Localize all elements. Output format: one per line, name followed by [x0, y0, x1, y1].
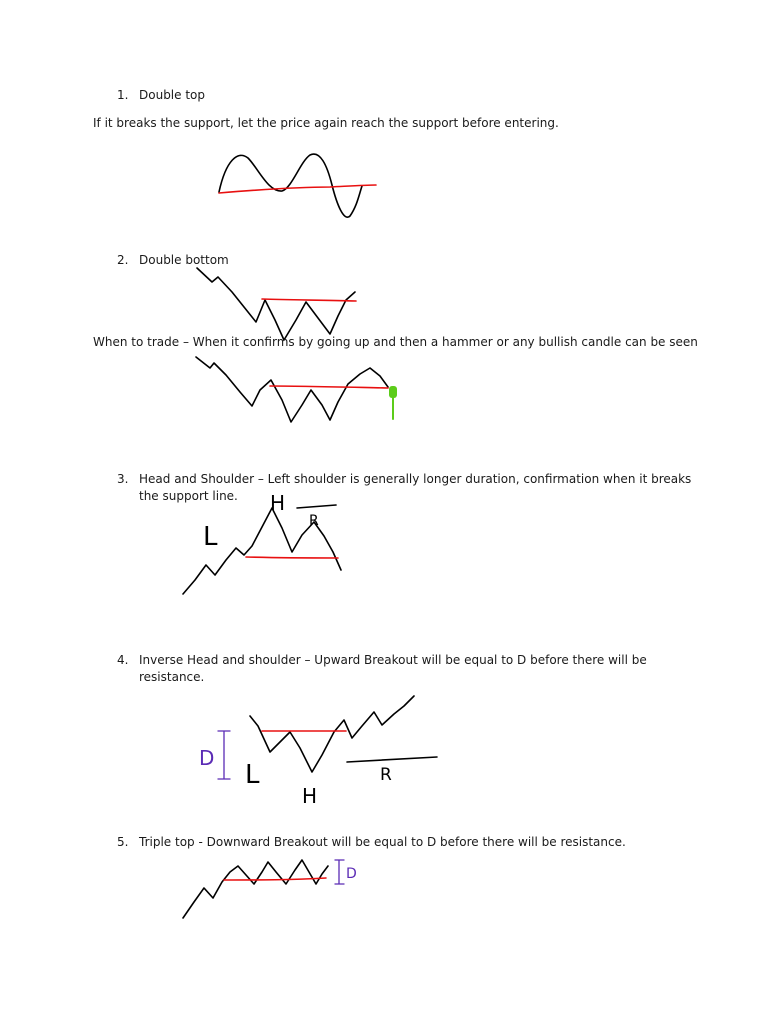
- list-number-4: 4.: [117, 653, 129, 667]
- heading-inverse-head-and-shoulder-cont: resistance.: [139, 670, 205, 684]
- list-number-3: 3.: [117, 472, 129, 486]
- list-number-1: 1.: [117, 88, 129, 102]
- note-double-top: If it breaks the support, let the price again reach the support before entering.: [93, 116, 559, 130]
- ihs-head-label: H: [302, 784, 318, 808]
- heading-double-bottom: Double bottom: [139, 253, 229, 267]
- ihs-left-shoulder-label: L: [245, 760, 260, 790]
- list-number-2: 2.: [117, 253, 129, 267]
- tt-depth-marker-icon: [335, 860, 344, 884]
- heading-head-and-shoulder: Head and Shoulder – Left shoulder is generally longer duration, confirmation when it breaks: [139, 472, 692, 486]
- hs-left-shoulder-label: L: [203, 522, 218, 552]
- ihs-depth-label: D: [199, 746, 215, 770]
- ihs-right-shoulder-label: R: [380, 765, 392, 785]
- heading-triple-top: Triple top - Downward Breakout will be equal to D before there will be resistance.: [139, 835, 626, 849]
- heading-head-and-shoulder-cont: the support line.: [139, 489, 238, 503]
- heading-inverse-head-and-shoulder: Inverse Head and shoulder – Upward Breakout will be equal to D before there will be: [139, 653, 647, 667]
- list-number-5: 5.: [117, 835, 129, 849]
- hs-right-shoulder-label: R: [309, 513, 319, 529]
- tt-depth-label: D: [346, 866, 357, 882]
- heading-double-top: Double top: [139, 88, 205, 102]
- hs-head-label: H: [270, 491, 286, 515]
- note-double-bottom: When to trade – When it confirms by going up and then a hammer or any bullish candle can be seen: [93, 335, 698, 349]
